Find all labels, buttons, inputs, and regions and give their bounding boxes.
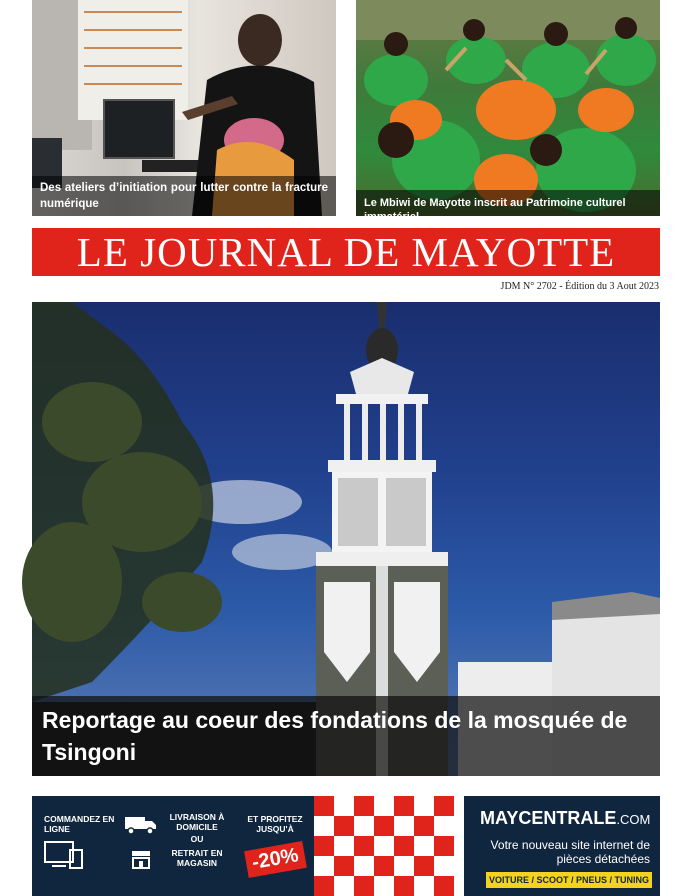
devices-icon	[44, 840, 84, 870]
brand-name	[480, 808, 650, 829]
store-icon	[130, 848, 152, 870]
ad-categories: VOITURE / SCOOT / PNEUS / TUNING	[486, 872, 652, 888]
maycentrale-ad[interactable]	[32, 796, 660, 896]
order-online-label: COMMANDEZ EN LIGNE	[44, 814, 115, 834]
checkered-flag-icon	[314, 796, 464, 896]
story-computer-workshop[interactable]	[32, 0, 336, 216]
brand-suffix: .COM	[616, 812, 651, 827]
story-caption: Des ateliers d’initiation pour lutter contre la fracture numérique	[32, 176, 336, 216]
home-delivery-label: LIVRAISON À DOMICILE	[169, 812, 225, 832]
store-pickup-label: RETRAIT EN MAGASIN	[171, 848, 223, 868]
story-caption: Le Mbiwi de Mayotte inscrit au Patrimoine culturel immatériel	[356, 190, 660, 216]
delivery-truck-icon	[124, 814, 158, 836]
or-label: OU	[190, 834, 204, 844]
promo-label: ET PROFITEZ JUSQU'À	[247, 814, 303, 834]
edition-info: JDM N° 2702 - Édition du 3 Aout 2023	[500, 281, 659, 292]
discount-badge: -20%	[244, 841, 306, 878]
masthead	[32, 228, 660, 276]
hero-story[interactable]	[32, 302, 660, 776]
newspaper-title: LE JOURNAL DE MAYOTTE	[76, 229, 616, 275]
story-mbiwi[interactable]	[356, 0, 660, 223]
ad-tagline: Votre nouveau site internet de pièces détachées	[490, 838, 650, 866]
dancers-illustration	[356, 0, 660, 216]
brand-main: MAYCENTRALE	[480, 808, 617, 828]
hero-headline[interactable]: Reportage au coeur des fondations de la mosquée de Tsingoni	[32, 696, 660, 776]
